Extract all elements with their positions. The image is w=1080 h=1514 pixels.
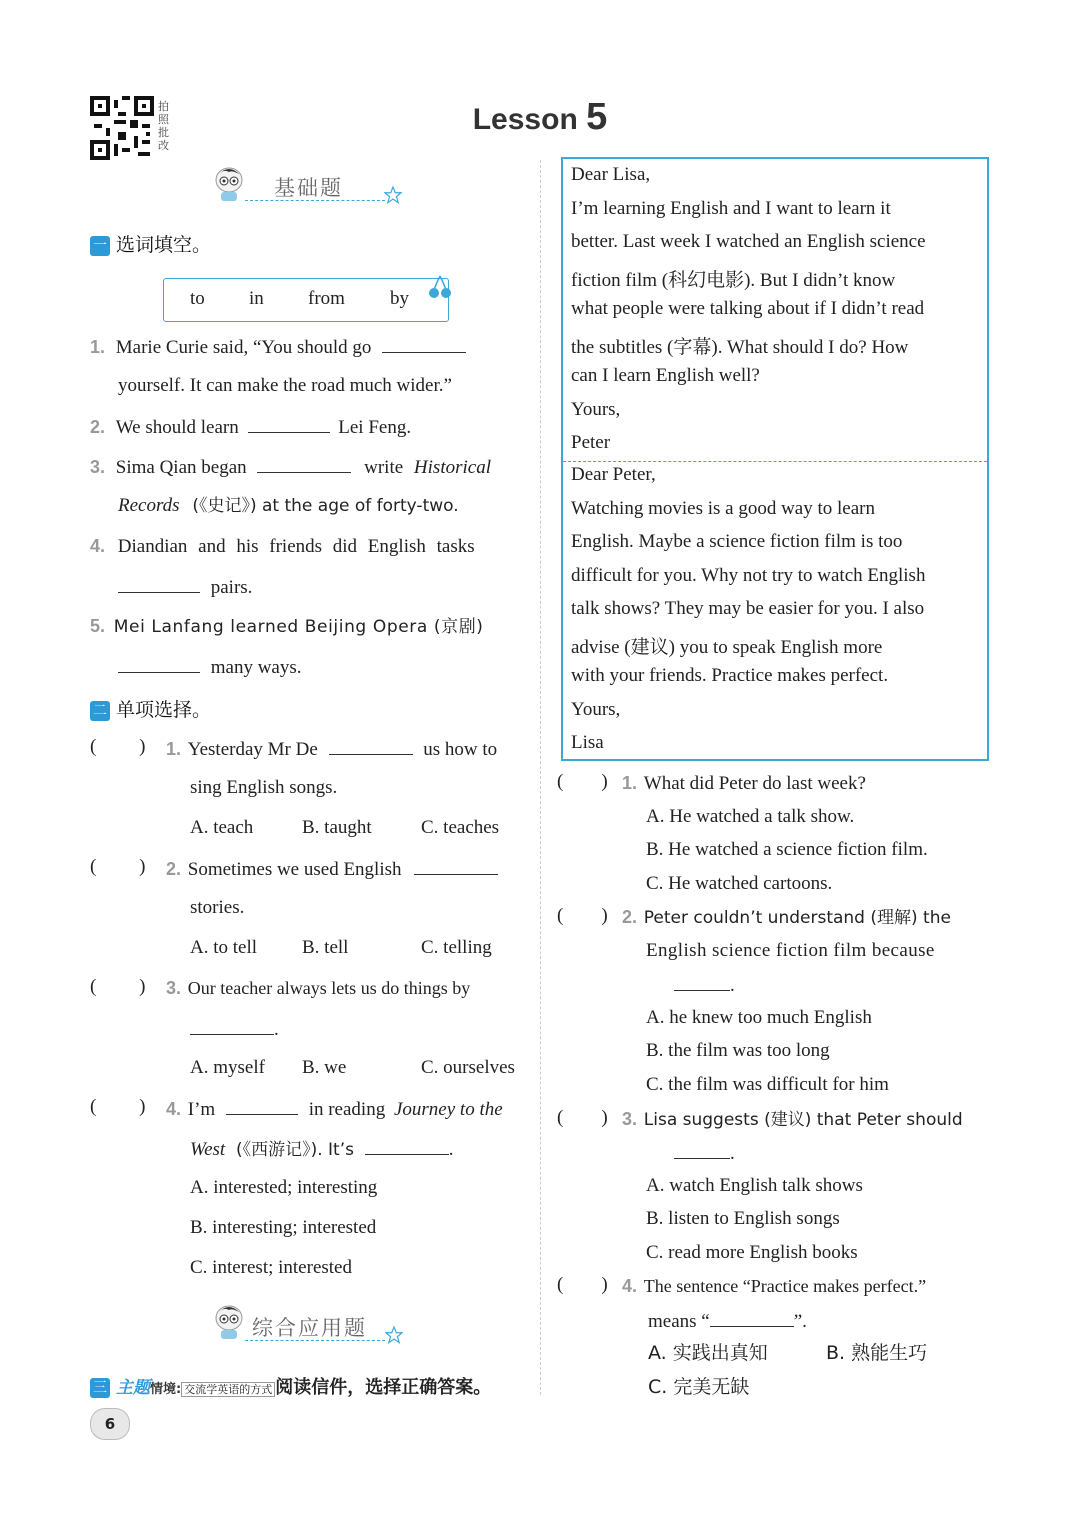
s2-q3-line1: 3. Our teacher always lets us do things by bbox=[166, 978, 471, 998]
s1-q1-line2: yourself. It can make the road much wider.” bbox=[118, 375, 452, 396]
s1-q4-line1: 4. Diandian and his friends did English tasks bbox=[90, 536, 475, 557]
section-2-title: 二 单项选择。 bbox=[90, 695, 211, 722]
answer-blank[interactable] bbox=[257, 454, 351, 473]
r-q4-opt-c[interactable]: C. 完美无缺 bbox=[648, 1376, 750, 1398]
s2-q1-opt-b[interactable]: B. taught bbox=[302, 817, 372, 838]
s1-q3-line1: 3. Sima Qian began write Historical bbox=[90, 454, 491, 480]
answer-blank[interactable] bbox=[248, 414, 330, 433]
letter-box bbox=[561, 157, 989, 761]
letter1-line: better. Last week I watched an English science bbox=[571, 231, 926, 252]
answer-paren[interactable]: ( ) bbox=[557, 905, 608, 926]
s1-q2: 2. We should learn Lei Feng. bbox=[90, 414, 411, 440]
r-q4-opt-b[interactable]: B. 熟能生巧 bbox=[826, 1342, 928, 1364]
s2-q1-line2: sing English songs. bbox=[190, 777, 338, 798]
s2-q4-line2: West (《西游记》). It’s . bbox=[190, 1136, 453, 1162]
letter1-line: Peter bbox=[571, 432, 611, 453]
r-q2-line3: . bbox=[674, 972, 735, 998]
s2-q4-opt-a[interactable]: A. interested; interesting bbox=[190, 1177, 378, 1198]
letter1-line: fiction film (科幻电影). But I didn’t know bbox=[571, 270, 896, 291]
r-q2-opt-a[interactable]: A. he knew too much English bbox=[646, 1007, 872, 1028]
s2-q3-opt-b[interactable]: B. we bbox=[302, 1057, 347, 1078]
answer-paren[interactable]: ( ) bbox=[90, 1096, 146, 1117]
r-q3-line2: . bbox=[674, 1140, 735, 1166]
r-q4-line2: means “ ”. bbox=[648, 1308, 807, 1334]
answer-paren[interactable]: ( ) bbox=[557, 771, 608, 792]
letter2-line: with your friends. Practice makes perfect. bbox=[571, 665, 889, 686]
letter2-line: talk shows? They may be easier for you. I also bbox=[571, 598, 925, 619]
r-q3-line1: 3. Lisa suggests (建议) that Peter should bbox=[622, 1109, 963, 1130]
s2-q4-opt-b[interactable]: B. interesting; interested bbox=[190, 1217, 377, 1238]
heading-underline bbox=[245, 200, 385, 201]
column-divider bbox=[540, 160, 541, 1395]
letter-separator bbox=[563, 461, 987, 462]
star-icon bbox=[385, 1326, 403, 1344]
section-3-badge: 三 bbox=[90, 1378, 110, 1398]
s1-q5-line2: many ways. bbox=[118, 654, 302, 680]
section-2-badge: 二 bbox=[90, 701, 110, 721]
answer-blank[interactable] bbox=[118, 654, 200, 673]
s1-q3-line2: Records (《史记》) at the age of forty-two. bbox=[118, 495, 459, 516]
word-from: from bbox=[308, 288, 345, 309]
answer-blank[interactable] bbox=[674, 1140, 730, 1159]
r-q2-line1: 2. Peter couldn’t understand (理解) the bbox=[622, 907, 951, 928]
answer-paren[interactable]: ( ) bbox=[90, 736, 146, 757]
qr-label: 拍照批改 bbox=[158, 100, 169, 152]
r-q1-opt-b[interactable]: B. He watched a science fiction film. bbox=[646, 839, 928, 860]
s2-q4-opt-c[interactable]: C. interest; interested bbox=[190, 1257, 352, 1278]
answer-blank[interactable] bbox=[118, 574, 200, 593]
applied-heading: 综合应用题 bbox=[252, 1316, 367, 1340]
page-number: 6 bbox=[90, 1408, 130, 1440]
s2-q3-opt-a[interactable]: A. myself bbox=[190, 1057, 265, 1078]
word-by: by bbox=[390, 288, 409, 309]
letter1-line: I’m learning English and I want to learn it bbox=[571, 198, 891, 219]
letter2-line: Lisa bbox=[571, 732, 604, 753]
letter1-line: Dear Lisa, bbox=[571, 164, 651, 185]
page-title bbox=[0, 96, 1080, 139]
letter1-line: the subtitles (字幕). What should I do? How bbox=[571, 337, 909, 358]
letter2-line: Yours, bbox=[571, 699, 621, 720]
answer-paren[interactable]: ( ) bbox=[557, 1274, 608, 1295]
r-q1-opt-c[interactable]: C. He watched cartoons. bbox=[646, 873, 833, 894]
heading-underline bbox=[245, 1340, 385, 1341]
answer-blank[interactable] bbox=[382, 334, 466, 353]
r-q2-opt-b[interactable]: B. the film was too long bbox=[646, 1040, 830, 1061]
r-q4-opt-a[interactable]: A. 实践出真知 bbox=[648, 1342, 768, 1364]
star-icon bbox=[384, 186, 402, 204]
answer-blank[interactable] bbox=[365, 1136, 449, 1155]
answer-blank[interactable] bbox=[674, 972, 730, 991]
r-q1: 1. What did Peter do last week? bbox=[622, 773, 866, 794]
r-q1-opt-a[interactable]: A. He watched a talk show. bbox=[646, 806, 855, 827]
answer-paren[interactable]: ( ) bbox=[90, 976, 146, 997]
answer-blank[interactable] bbox=[414, 856, 498, 875]
s2-q3-line2: . bbox=[190, 1016, 279, 1042]
section-1-badge: 一 bbox=[90, 236, 110, 256]
r-q3-opt-b[interactable]: B. listen to English songs bbox=[646, 1208, 840, 1229]
r-q3-opt-a[interactable]: A. watch English talk shows bbox=[646, 1175, 863, 1196]
s2-q4-line1: 4. I’m in reading Journey to the bbox=[166, 1096, 503, 1122]
title-number: 5 bbox=[586, 96, 608, 138]
basic-heading: 基础题 bbox=[274, 176, 343, 200]
s1-q4-line2: pairs. bbox=[118, 574, 252, 600]
letter2-line: Watching movies is a good way to learn bbox=[571, 498, 875, 519]
word-bank bbox=[163, 278, 449, 322]
letter2-line: Dear Peter, bbox=[571, 464, 656, 485]
s1-q5-line1: 5. Mei Lanfang learned Beijing Opera (京剧) bbox=[90, 616, 484, 637]
answer-blank[interactable] bbox=[710, 1308, 794, 1327]
s2-q2-line1: 2. Sometimes we used English bbox=[166, 856, 498, 882]
mascot-icon bbox=[212, 164, 246, 202]
s2-q1-opt-c[interactable]: C. teaches bbox=[421, 817, 500, 838]
s2-q2-opt-c[interactable]: C. telling bbox=[421, 937, 492, 958]
answer-blank[interactable] bbox=[329, 736, 413, 755]
word-to: to bbox=[190, 288, 205, 309]
letter1-line: Yours, bbox=[571, 399, 621, 420]
section-3-title: 三 主题情境: 交流学英语的方式 阅读信件，选择正确答案。 bbox=[90, 1373, 491, 1399]
mascot-icon bbox=[212, 1302, 246, 1340]
letter2-line: advise (建议) you to speak English more bbox=[571, 637, 883, 658]
answer-paren[interactable]: ( ) bbox=[90, 856, 146, 877]
s2-q1-opt-a[interactable]: A. teach bbox=[190, 817, 254, 838]
word-in: in bbox=[249, 288, 264, 309]
s2-q2-line2: stories. bbox=[190, 897, 245, 918]
s2-q2-opt-b[interactable]: B. tell bbox=[302, 937, 349, 958]
s1-q1-line1: 1. Marie Curie said, “You should go bbox=[90, 334, 466, 360]
cherry-icon bbox=[426, 274, 454, 300]
letter2-line: English. Maybe a science fiction film is too bbox=[571, 531, 903, 552]
answer-blank[interactable] bbox=[190, 1016, 274, 1035]
answer-paren[interactable]: ( ) bbox=[557, 1107, 608, 1128]
r-q2-line2: English science fiction film because bbox=[646, 940, 935, 961]
title-word: Lesson bbox=[472, 103, 578, 136]
r-q4-line1: 4. The sentence “Practice makes perfect.” bbox=[622, 1276, 927, 1296]
s2-q1-line1: 1. Yesterday Mr De us how to bbox=[166, 736, 497, 762]
s2-q3-opt-c[interactable]: C. ourselves bbox=[421, 1057, 515, 1078]
letter1-line: can I learn English well? bbox=[571, 365, 760, 386]
letter1-line: what people were talking about if I didn’t read bbox=[571, 298, 925, 319]
s2-q2-opt-a[interactable]: A. to tell bbox=[190, 937, 258, 958]
answer-blank[interactable] bbox=[226, 1096, 298, 1115]
section-1-title: 一 选词填空。 bbox=[90, 230, 211, 257]
r-q3-opt-c[interactable]: C. read more English books bbox=[646, 1242, 858, 1263]
r-q2-opt-c[interactable]: C. the film was difficult for him bbox=[646, 1074, 889, 1095]
letter2-line: difficult for you. Why not try to watch English bbox=[571, 565, 926, 586]
